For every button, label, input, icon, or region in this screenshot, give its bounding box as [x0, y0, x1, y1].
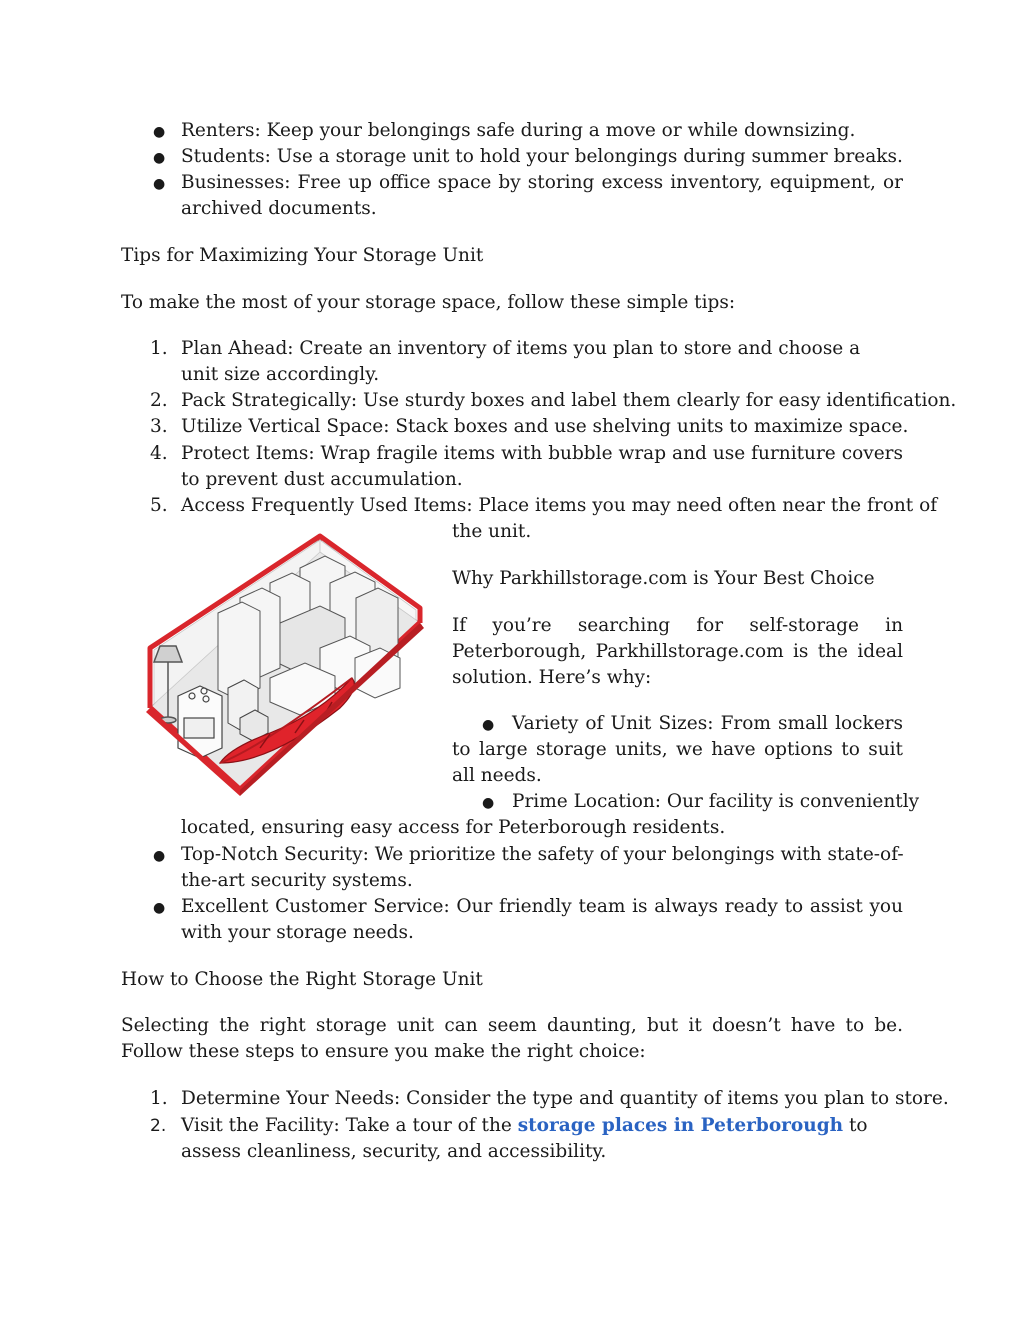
intro-bullet-renters: Renters: Keep your belongings safe during a move or while downsizing. — [181, 120, 856, 141]
why-heading: Why Parkhillstorage.com is Your Best Choice — [452, 568, 875, 589]
tip-protect-items: Protect Items: Wrap fragile items with bubble wrap and use furniture covers to prevent dust accumulation. — [181, 443, 903, 491]
why-intro: If you’re searching for self-storage in Peterborough, Parkhillstorage.com is the ideal solution. Here’s why: — [452, 615, 903, 689]
list-number: 1. — [150, 1088, 168, 1109]
bullet-marker: ● — [482, 795, 495, 811]
bullet-marker: ● — [482, 717, 495, 733]
list-number: 1. — [150, 338, 168, 359]
list-number: 2. — [150, 1116, 167, 1136]
why-bullet-variety: Variety of Unit Sizes: From small lockers to large storage units, we have options to suit all needs. — [452, 713, 903, 787]
tip-pack-strategically: Pack Strategically: Use sturdy boxes and label them clearly for easy identification. — [181, 390, 957, 411]
step-visit-text-after: to assess cleanliness, security, and accessibility. — [181, 1115, 868, 1163]
tips-intro: To make the most of your storage space, follow these simple tips: — [121, 292, 736, 313]
choose-heading: How to Choose the Right Storage Unit — [121, 969, 483, 990]
bullet-marker: ● — [153, 848, 166, 864]
why-bullet-location-line2: located, ensuring easy access for Peterborough residents. — [181, 817, 726, 838]
list-number: 2. — [150, 390, 168, 411]
tips-heading: Tips for Maximizing Your Storage Unit — [121, 245, 484, 266]
why-bullet-service: Excellent Customer Service: Our friendly team is always ready to assist you with your storage needs. — [181, 896, 903, 944]
step-visit-text-before: Visit the Facility: Take a tour of the — [181, 1115, 518, 1136]
why-bullet-location-line1: Prime Location: Our facility is conveniently — [512, 791, 920, 812]
storage-unit-illustration — [120, 528, 440, 796]
bullet-marker: ● — [153, 176, 166, 192]
bullet-marker: ● — [153, 150, 166, 166]
tip-access-items-line1: Access Frequently Used Items: Place items you may need often near the front of — [181, 495, 938, 516]
storage-places-link[interactable]: storage places in Peterborough — [517, 1115, 844, 1136]
bullet-marker: ● — [153, 124, 166, 140]
tip-vertical-space: Utilize Vertical Space: Stack boxes and use shelving units to maximize space. — [181, 416, 909, 437]
list-number: 4. — [150, 443, 168, 464]
tip-access-items-line2: the unit. — [452, 521, 532, 542]
intro-bullet-students: Students: Use a storage unit to hold your belongings during summer breaks. — [181, 146, 903, 167]
step-visit-facility — [181, 1113, 905, 1165]
bullet-marker: ● — [153, 900, 166, 916]
why-bullet-security: Top-Notch Security: We prioritize the safety of your belongings with state-of-the-art security systems. — [181, 844, 904, 892]
list-number: 5. — [150, 495, 168, 516]
choose-intro: Selecting the right storage unit can seem daunting, but it doesn’t have to be. Follow these steps to ensure you make the right choice: — [121, 1015, 903, 1063]
list-number: 3. — [150, 416, 168, 437]
step-determine-needs: Determine Your Needs: Consider the type and quantity of items you plan to store. — [181, 1088, 949, 1109]
intro-bullet-businesses: Businesses: Free up office space by storing excess inventory, equipment, or archived documents. — [181, 172, 903, 220]
tip-plan-ahead: Plan Ahead: Create an inventory of items you plan to store and choose a unit size accordingly. — [181, 338, 861, 386]
